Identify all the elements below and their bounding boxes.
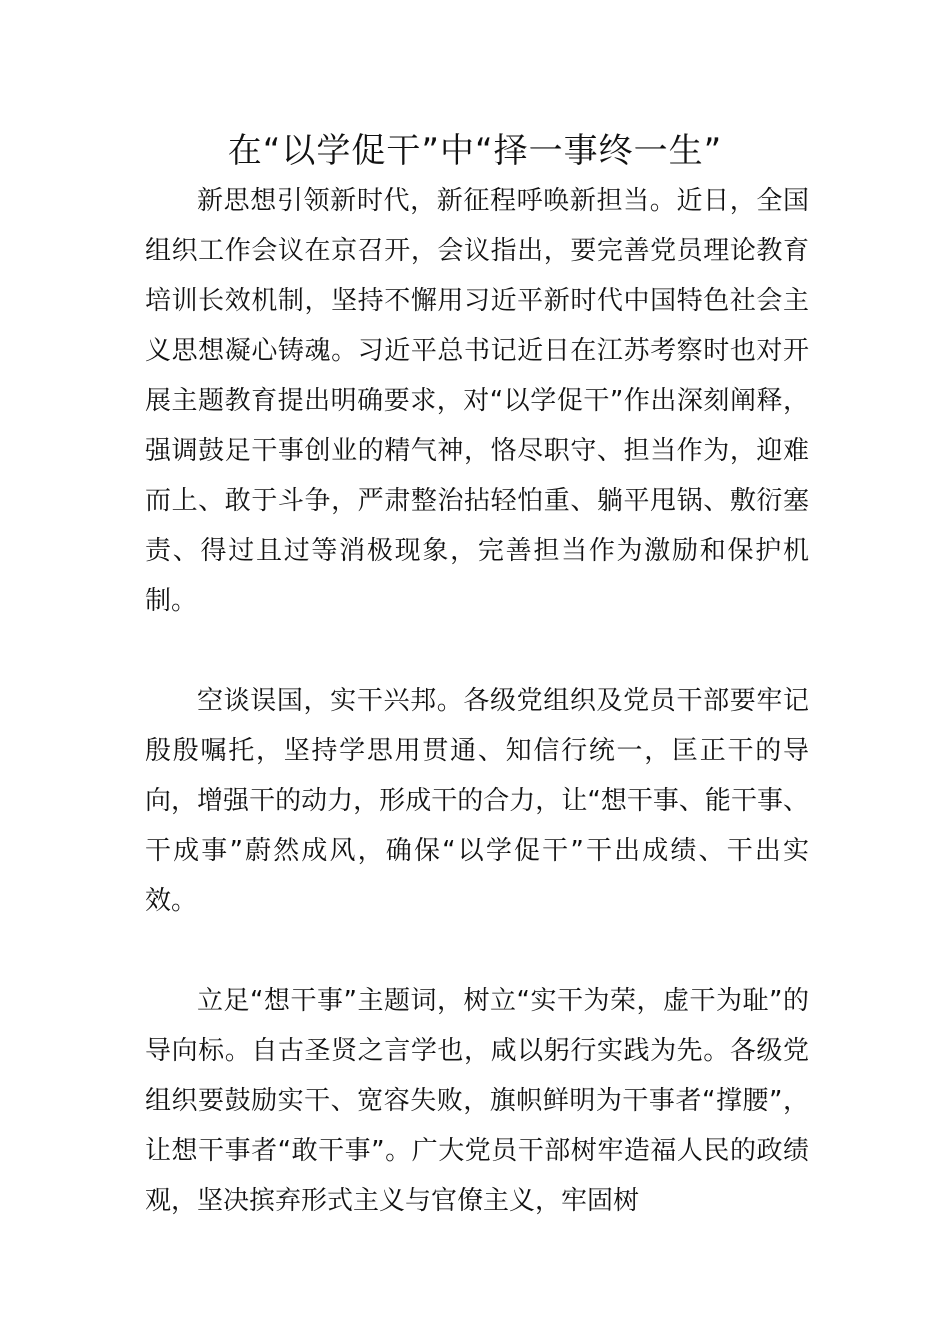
paragraph-1: 新思想引领新时代，新征程呼唤新担当。近日，全国组织工作会议在京召开，会议指出，要完善党员理论教育培训长效机制，坚持不懈用习近平新时代中国特色社会主义思想凝心铸魂。习近平总书记近日在江苏考察时也对开展主题教育提出明确要求，对“以学促干”作出深刻阐释，强调鼓足干事创业的精气神，恪尽职守、担当作为，迎难而上、敢于斗争，严肃整治拈轻怕重、躺平甩锅、敷衍塞责、得过且过等消极现象，完善担当作为激励和保护机制。: [145, 186, 809, 616]
document-title: 在“以学促干”中“择一事终一生”: [227, 131, 723, 171]
document-body: [145, 176, 809, 1226]
paragraph-3: 立足“想干事”主题词，树立“实干为荣，虚干为耻”的导向标。自古圣贤之言学也，咸以躬行实践为先。各级党组织要鼓励实干、宽容失败，旗帜鲜明为干事者“撑腰”，让想干事者“敢干事”。广大党员干部树牢造福人民的政绩观，坚决摈弃形式主义与官僚主义，牢固树: [145, 986, 809, 1216]
paragraph-2: 空谈误国，实干兴邦。各级党组织及党员干部要牢记殷殷嘱托，坚持学思用贯通、知信行统一，匡正干的导向，增强干的动力，形成干的合力，让“想干事、能干事、干成事”蔚然成风，确保“以学促干”干出成绩、干出实效。: [145, 686, 809, 916]
